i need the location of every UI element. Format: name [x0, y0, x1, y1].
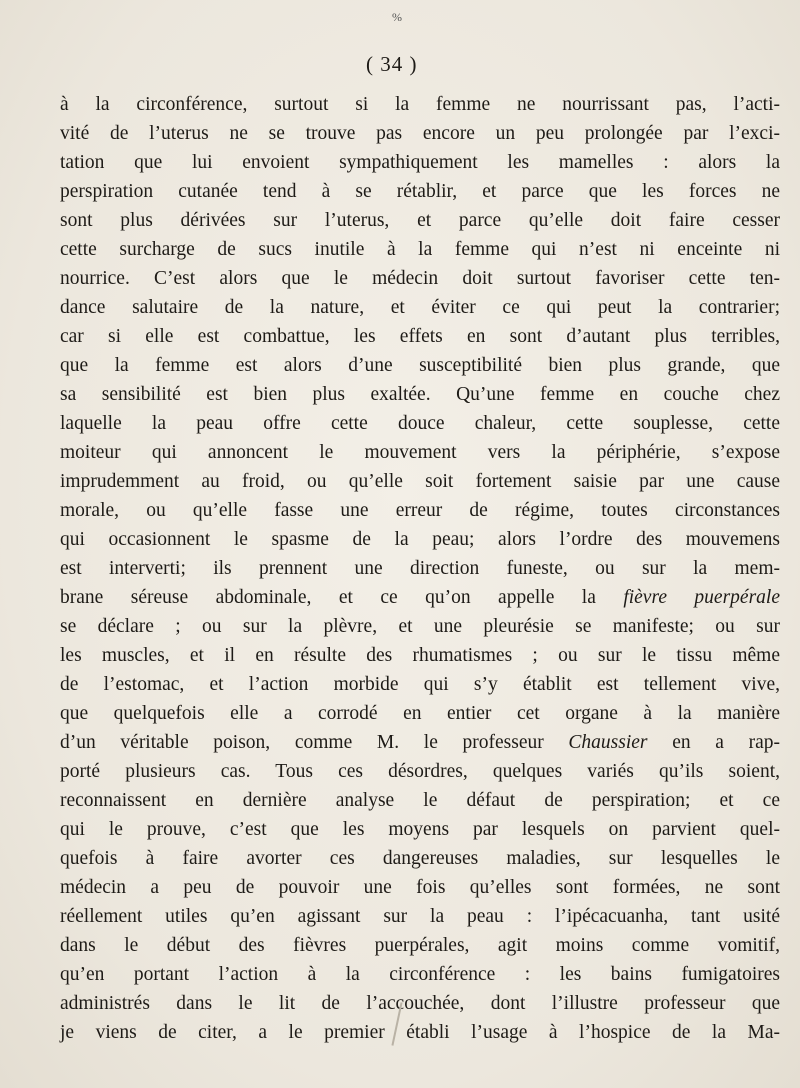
italic-term-fievre-puerperale: fièvre puerpérale: [623, 587, 780, 608]
text-line: porté plusieurs cas. Tous ces désordres, quelques variés qu’ils soient,: [60, 761, 780, 782]
text-line: à la circonférence, surtout si la femme ne nourrissant pas, l’acti-: [60, 94, 780, 115]
text-line: se déclare ; ou sur la plèvre, et une pleurésie se manifeste; ou sur: [60, 616, 780, 637]
text-line: qui occasionnent le spasme de la peau; alors l’ordre des mouvemens: [60, 529, 780, 550]
text-line: est interverti; ils prennent une direction funeste, ou sur la mem-: [60, 558, 780, 579]
text-body: [60, 90, 780, 1047]
text-line-chaussier: [60, 728, 780, 757]
page-number: ( 34 ): [366, 52, 418, 76]
text-line: qui le prouve, c’est que les moyens par lesquels on parvient quel-: [60, 819, 780, 840]
text-line: administrés dans le lit de l’accouchée, dont l’illustre professeur que: [60, 993, 780, 1014]
text-line: morale, ou qu’elle fasse une erreur de régime, toutes circonstances: [60, 500, 780, 521]
text-line: reconnaissent en dernière analyse le défaut de perspiration; et ce: [60, 790, 780, 811]
text-line: tation que lui envoient sympathiquement les mamelles : alors la: [60, 152, 780, 173]
text-line: les muscles, et il en résulte des rhumatismes ; ou sur le tissu même: [60, 645, 780, 666]
page-speck: %: [392, 10, 402, 24]
text-line: sa sensibilité est bien plus exaltée. Qu’une femme en couche chez: [60, 384, 780, 405]
text-line: de l’estomac, et l’action morbide qui s’y établit est tellement vive,: [60, 674, 780, 695]
text-line: réellement utiles qu’en agissant sur la peau : l’ipécacuanha, tant usité: [60, 906, 780, 927]
text-line: dance salutaire de la nature, et éviter ce qui peut la contrarier;: [60, 297, 780, 318]
text-line: nourrice. C’est alors que le médecin doit surtout favoriser cette ten-: [60, 268, 780, 289]
text-line: qu’en portant l’action à la circonférence : les bains fumigatoires: [60, 964, 780, 985]
text-line-fievre-puerperale: [60, 583, 780, 612]
text-segment: en a rap-: [647, 732, 780, 753]
text-line: moiteur qui annoncent le mouvement vers la périphérie, s’expose: [60, 442, 780, 463]
text-line: je viens de citer, a le premier établi l’usage à l’hospice de la Ma-: [60, 1022, 780, 1043]
text-segment: brane séreuse abdominale, et ce qu’on appelle la: [60, 587, 624, 608]
text-line: cette surcharge de sucs inutile à la femme qui n’est ni enceinte ni: [60, 239, 780, 260]
text-line: car si elle est combattue, les effets en sont d’autant plus terribles,: [60, 326, 780, 347]
italic-name-chaussier: Chaussier: [568, 732, 648, 753]
text-line: dans le début des fièvres puerpérales, agit moins comme vomitif,: [60, 935, 780, 956]
text-line: laquelle la peau offre cette douce chaleur, cette souplesse, cette: [60, 413, 780, 434]
text-line: que la femme est alors d’une susceptibilité bien plus grande, que: [60, 355, 780, 376]
text-line: vité de l’uterus ne se trouve pas encore un peu prolongée par l’exci-: [60, 123, 780, 144]
text-line: que quelquefois elle a corrodé en entier cet organe à la manière: [60, 703, 780, 724]
text-line: imprudemment au froid, ou qu’elle soit fortement saisie par une cause: [60, 471, 780, 492]
text-line: sont plus dérivées sur l’uterus, et parce qu’elle doit faire cesser: [60, 210, 780, 231]
text-line: quefois à faire avorter ces dangereuses maladies, sur lesquelles le: [60, 848, 780, 869]
text-line: médecin a peu de pouvoir une fois qu’elles sont formées, ne sont: [60, 877, 780, 898]
text-segment: d’un véritable poison, comme M. le professeur: [60, 732, 569, 753]
text-line: perspiration cutanée tend à se rétablir, et parce que les forces ne: [60, 181, 780, 202]
